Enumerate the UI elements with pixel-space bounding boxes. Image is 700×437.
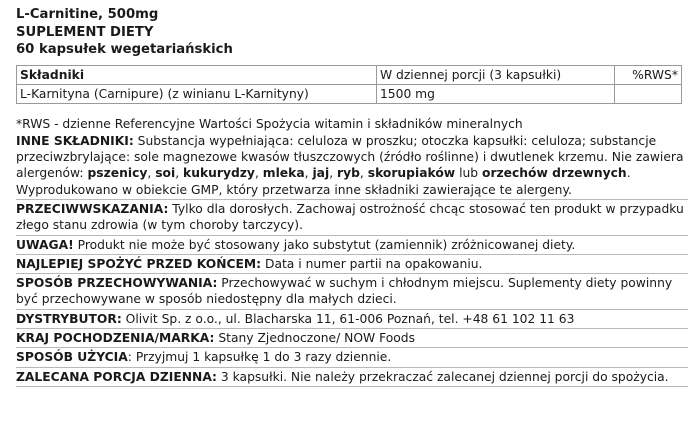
allergen: orzechów drzewnych: [482, 166, 627, 181]
usage-section: [16, 348, 688, 367]
ingredient-rws: [615, 84, 682, 103]
warning-section: [16, 236, 688, 255]
product-category: SUPLEMENT DIETY: [16, 24, 154, 40]
ingredients-table: [16, 65, 682, 104]
origin-brand-section: [16, 329, 688, 348]
ingredients-col-header: Składniki: [17, 65, 377, 84]
section-text: Produkt nie może być stosowany jako substytut (zamiennik) zróżnicowanej diety.: [73, 237, 576, 252]
allergen: soi: [155, 166, 176, 181]
product-name: L-Carnitine, 500mg: [16, 7, 159, 22]
allergen: skorupiaków: [367, 166, 456, 181]
separator: ,: [147, 166, 156, 181]
separator: ,: [304, 166, 313, 181]
allergen: pszenicy: [87, 166, 148, 181]
daily-portion-col-header: W dziennej porcji (3 kapsułki): [376, 65, 614, 84]
section-label: UWAGA!: [16, 237, 74, 252]
section-label: INNE SKŁADNIKI:: [16, 133, 134, 148]
rws-footnote: *RWS - dzienne Referencyjne Wartości Spożycia witamin i składników mineralnych: [16, 116, 523, 131]
distributor-section: [16, 310, 688, 329]
rws-col-header: %RWS*: [615, 65, 682, 84]
table-row: [17, 84, 682, 103]
ingredients-table-header: [17, 65, 682, 84]
daily-dose-section: [16, 368, 688, 387]
storage-section: [16, 274, 688, 310]
section-label: ZALECANA PORCJA DZIENNA:: [16, 369, 217, 384]
section-label: PRZECIWWSKAZANIA:: [16, 201, 169, 216]
section-text: Olivit Sp. z o.o., ul. Blacharska 11, 61-006 Poznań, tel. +48 61 102 11 63: [121, 311, 575, 326]
label-body: [16, 116, 688, 387]
allergen: ryb: [337, 166, 360, 181]
best-before-section: [16, 255, 688, 274]
section-label: SPOSÓB UŻYCIA: [16, 350, 128, 365]
section-text: Substancja wypełniająca: celuloza w proszku; otoczka kapsułki: celuloza; substancje przeciwzbrylające: sole magnezowe kwasów tłuszczowych (źródło roślinne) i dwutlenek krzemu. Nie zawiera alergenów:: [16, 133, 684, 181]
section-text: Przechowywać w suchym i chłodnym miejscu. Suplementy diety powinny być przechowywane w sposób niedostępny dla małych dzieci.: [16, 276, 673, 307]
separator: ,: [254, 166, 263, 181]
allergen: mleka: [262, 166, 305, 181]
separator: ,: [359, 166, 368, 181]
other-ingredients-section: [16, 132, 688, 200]
separator: ,: [175, 166, 184, 181]
separator: ,: [329, 166, 338, 181]
section-label: NAJLEPIEJ SPOŻYĆ PRZED KOŃCEM:: [16, 256, 262, 271]
product-quantity: 60 kapsułek wegetariańskich: [16, 42, 233, 57]
section-label: KRAJ POCHODZENIA/MARKA:: [16, 331, 215, 346]
section-text: . Wyprodukowano w obiekcie GMP, który przetwarza inne składniki zawierające te alergeny.: [16, 166, 631, 197]
section-text: : Przyjmuj 1 kapsułkę 1 do 3 razy dziennie.: [127, 350, 392, 365]
section-label: SPOSÓB PRZECHOWYWANIA:: [16, 276, 218, 291]
separator: lub: [455, 166, 482, 181]
section-text: 3 kapsułki. Nie należy przekraczać zalecanej dziennej porcji do spożycia.: [216, 369, 669, 384]
ingredient-name: L-Karnityna (Carnipure) (z winianu L-Karnityny): [17, 84, 377, 103]
section-text: Stany Zjednoczone/ NOW Foods: [214, 331, 415, 346]
section-label: DYSTRYBUTOR:: [16, 311, 122, 326]
ingredient-amount: 1500 mg: [376, 84, 614, 103]
allergen: jaj: [312, 166, 330, 181]
section-text: Data i numer partii na opakowaniu.: [261, 256, 483, 271]
contraindications-section: [16, 200, 688, 236]
section-text: Tylko dla dorosłych. Zachowaj ostrożność chcąc stosować ten produkt w przypadku złego stanu zdrowia (w tym choroby tarczycy).: [16, 201, 684, 233]
allergen: kukurydzy: [183, 166, 255, 181]
